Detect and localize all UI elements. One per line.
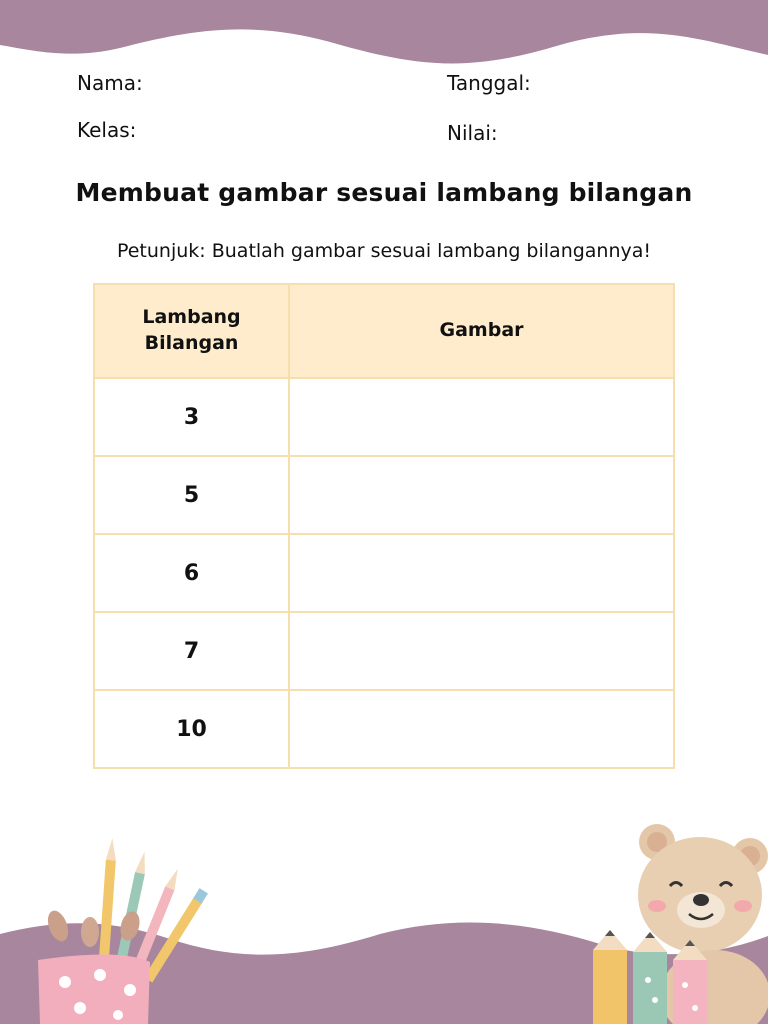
kelas-label: Kelas: (77, 118, 137, 142)
drawing-cell[interactable] (289, 456, 674, 534)
nilai-label: Nilai: (447, 121, 498, 145)
drawing-cell[interactable] (289, 534, 674, 612)
pencil-cup-illustration (30, 830, 210, 1024)
header-gambar: Gambar (289, 284, 674, 378)
table-row (94, 612, 674, 690)
header-lambang-line2: Bilangan (144, 332, 239, 354)
drawing-cell[interactable] (289, 378, 674, 456)
header-lambang-line1: Lambang (142, 306, 241, 329)
drawing-cell[interactable] (289, 612, 674, 690)
bear-illustration (585, 820, 768, 1024)
drawing-cell[interactable] (289, 690, 674, 768)
table-row (94, 456, 674, 534)
table-header-row (94, 284, 674, 378)
page-title: Membuat gambar sesuai lambang bilangan (75, 178, 693, 207)
worksheet-table (93, 283, 675, 769)
nama-label: Nama: (77, 71, 143, 95)
number-cell: 7 (94, 612, 289, 690)
table-row (94, 690, 674, 768)
table-row (94, 534, 674, 612)
number-cell: 5 (94, 456, 289, 534)
instruction-text: Petunjuk: Buatlah gambar sesuai lambang bilangannya! (116, 240, 652, 262)
header-lambang-bilangan (94, 284, 289, 378)
number-cell: 6 (94, 534, 289, 612)
number-cell: 3 (94, 378, 289, 456)
number-cell: 10 (94, 690, 289, 768)
tanggal-label: Tanggal: (447, 71, 531, 95)
table-row (94, 378, 674, 456)
